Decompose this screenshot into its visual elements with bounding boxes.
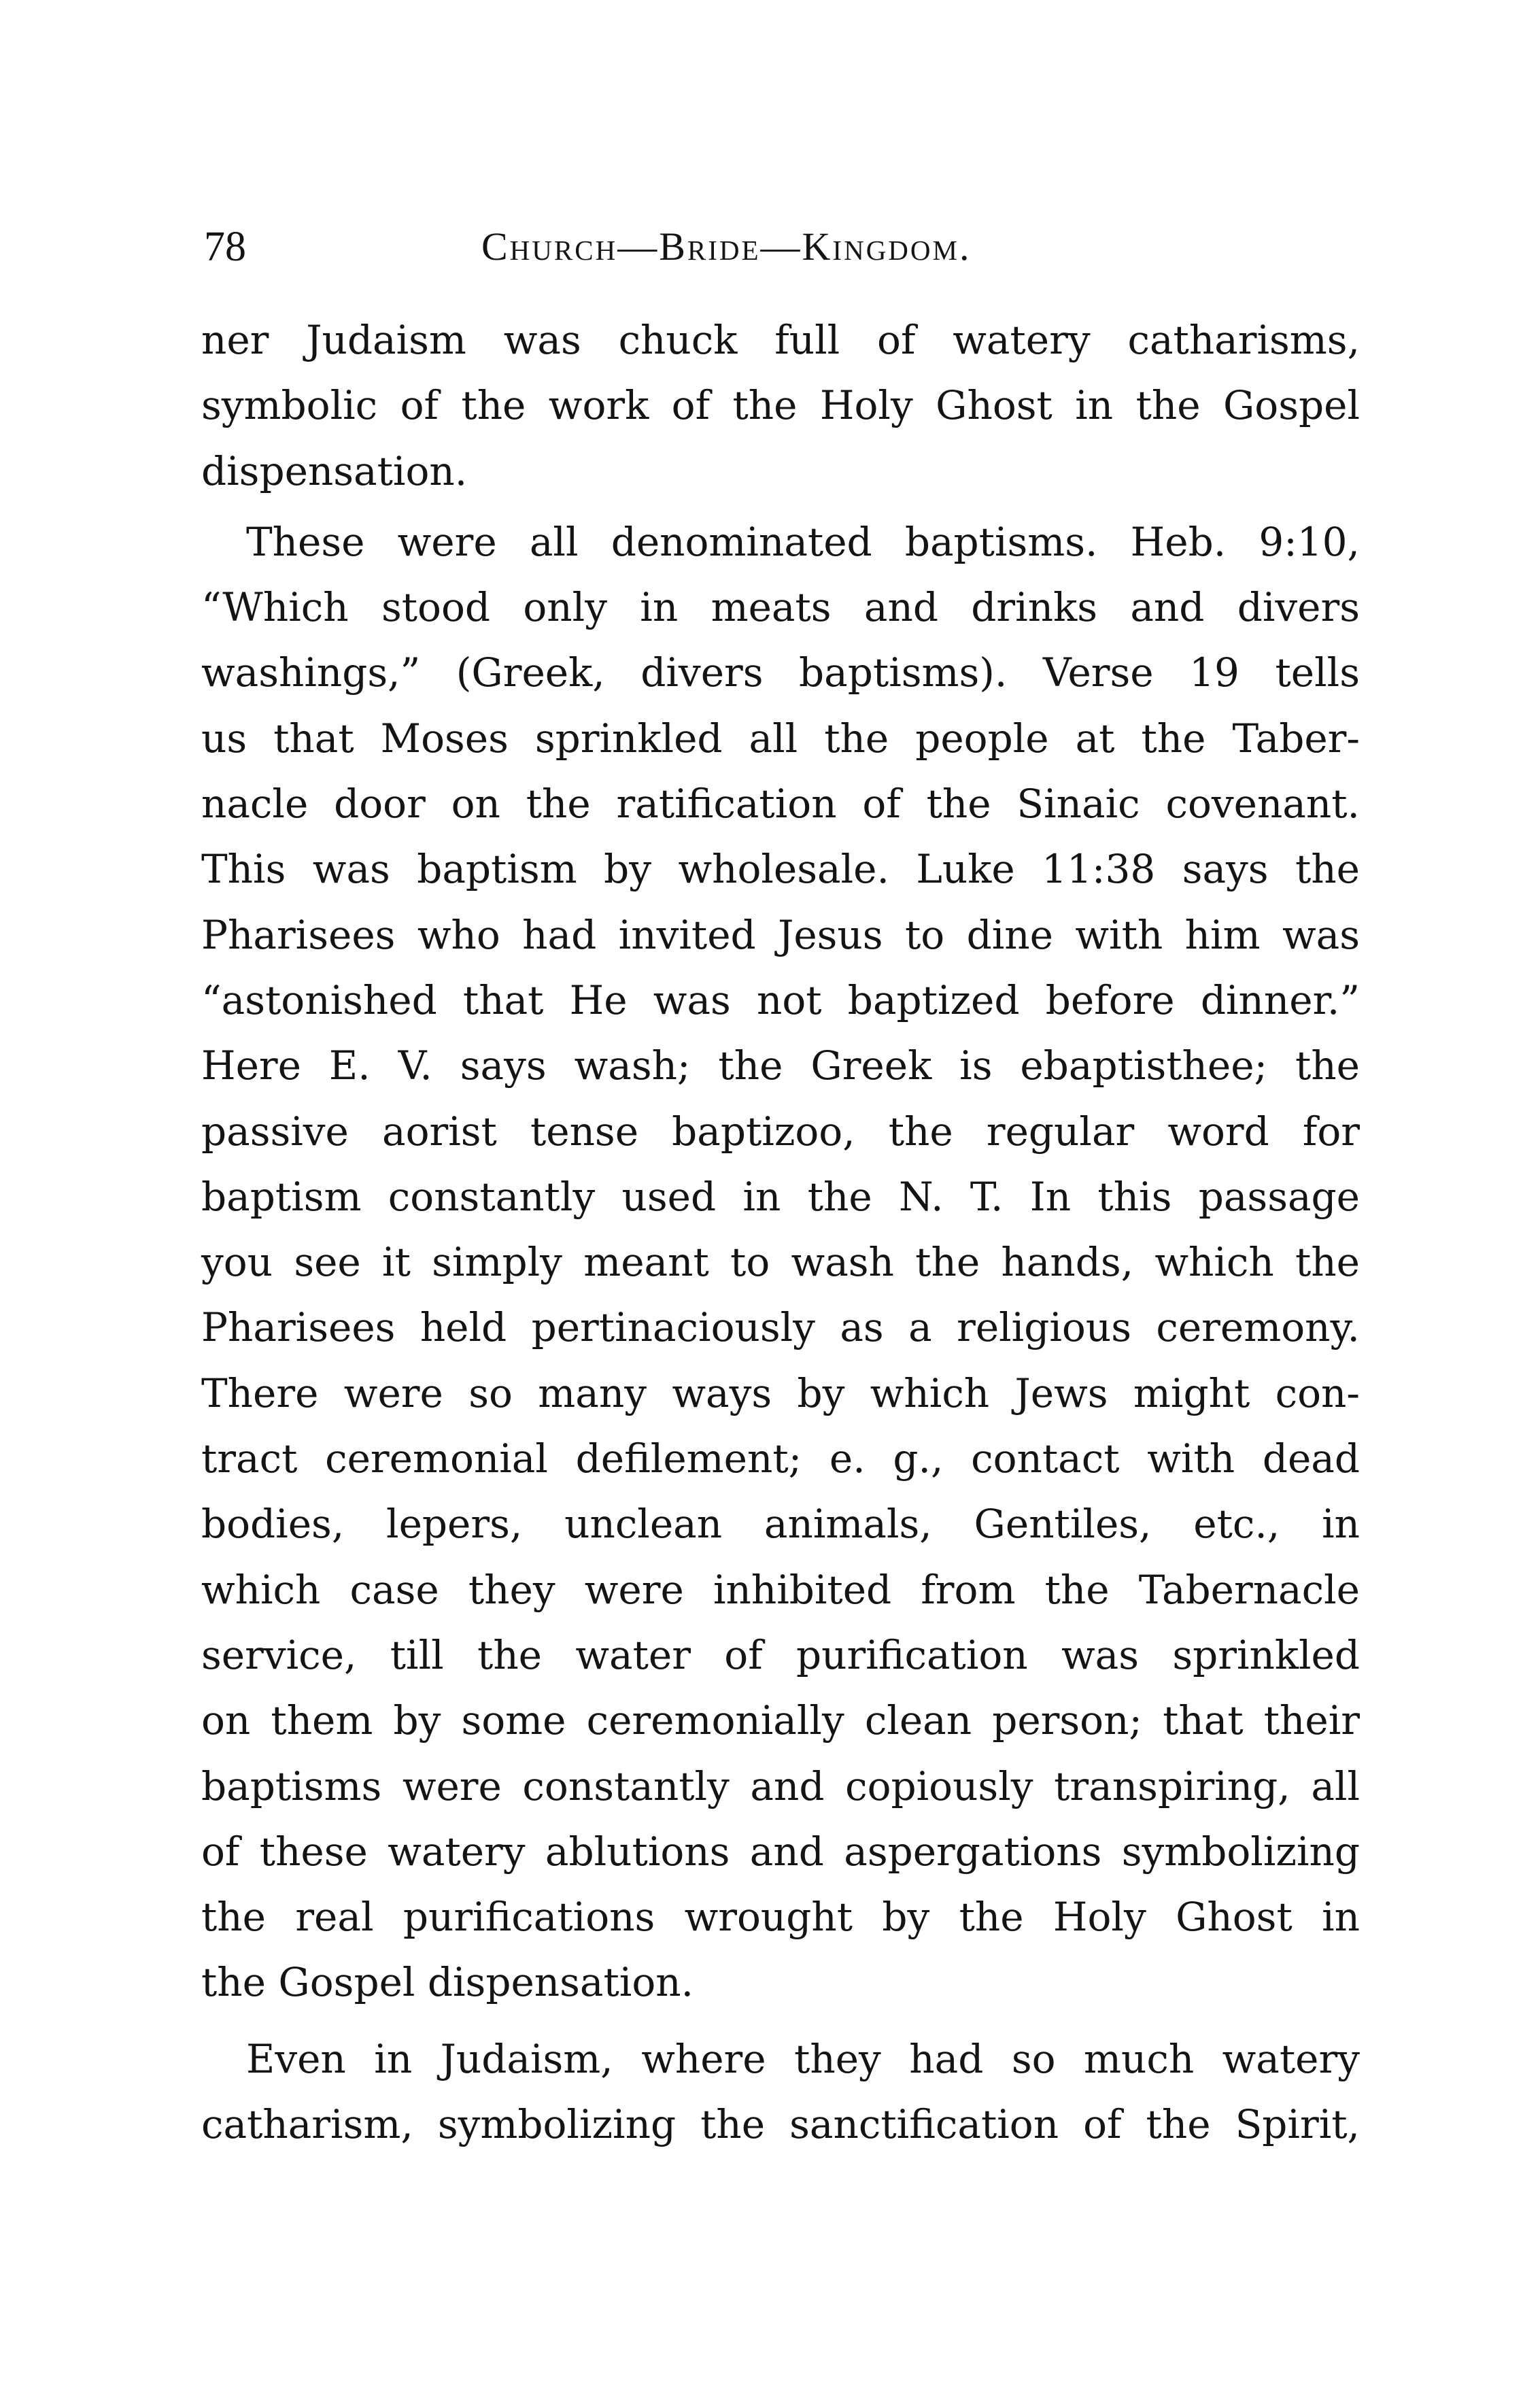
text-line: This was baptism by wholesale. Luke 11:38 says the xyxy=(201,846,1360,893)
text-line: passive aorist tense baptizoo, the regular word for xyxy=(201,1108,1360,1155)
text-line: tract ceremonial defilement; e. g., contact with dead xyxy=(201,1435,1360,1482)
text-line: baptisms were constantly and copiously transpiring, all xyxy=(201,1763,1360,1809)
page-number: 78 xyxy=(204,224,246,270)
text-line: Pharisees held pertinaciously as a religious ceremony. xyxy=(201,1304,1360,1351)
text-line: Pharisees who had invited Jesus to dine with him was xyxy=(201,911,1360,958)
text-line: symbolic of the work of the Holy Ghost in the Gospel xyxy=(201,382,1360,429)
text-line: There were so many ways by which Jews might con- xyxy=(201,1369,1360,1416)
text-line: bodies, lepers, unclean animals, Gentiles, etc., in xyxy=(201,1501,1360,1548)
text-line: nacle door on the ratification of the Sinaic covenant. xyxy=(201,781,1360,828)
text-line: “Which stood only in meats and drinks and divers xyxy=(201,584,1360,631)
text-line: These were all denominated baptisms. Heb. 9:10, xyxy=(246,518,1360,565)
text-line: catharism, symbolizing the sanctification of the Spirit, xyxy=(201,2101,1360,2148)
text-line: “astonished that He was not baptized before dinner.” xyxy=(201,976,1360,1023)
text-line: baptism constantly used in the N. T. In this passage xyxy=(201,1173,1360,1220)
text-line: of these watery ablutions and aspergations symbolizing xyxy=(201,1828,1360,1875)
text-line: Even in Judaism, where they had so much watery xyxy=(246,2035,1360,2082)
text-line: us that Moses sprinkled all the people at the Taber- xyxy=(201,715,1360,762)
text-line: on them by some ceremonially clean person; that their xyxy=(201,1697,1360,1744)
text-line: ner Judaism was chuck full of watery catharisms, xyxy=(201,317,1360,363)
text-line: the Gospel dispensation. xyxy=(201,1959,694,2006)
text-line: you see it simply meant to wash the hands, which the xyxy=(201,1239,1360,1286)
text-line: service, till the water of purification was sprinkled xyxy=(201,1631,1360,1678)
body-text xyxy=(201,307,1360,2157)
text-line: which case they were inhibited from the Tabernacle xyxy=(201,1566,1360,1613)
text-line: Here E. V. says wash; the Greek is ebaptisthee; the xyxy=(201,1042,1360,1089)
text-line: washings,” (Greek, divers baptisms). Verse 19 tells xyxy=(201,649,1360,696)
running-head: Church—Bride—Kingdom. xyxy=(481,224,972,269)
page-header xyxy=(204,216,1360,277)
text-line: the real purifications wrought by the Holy Ghost in xyxy=(201,1894,1360,1941)
text-line: dispensation. xyxy=(201,447,468,494)
